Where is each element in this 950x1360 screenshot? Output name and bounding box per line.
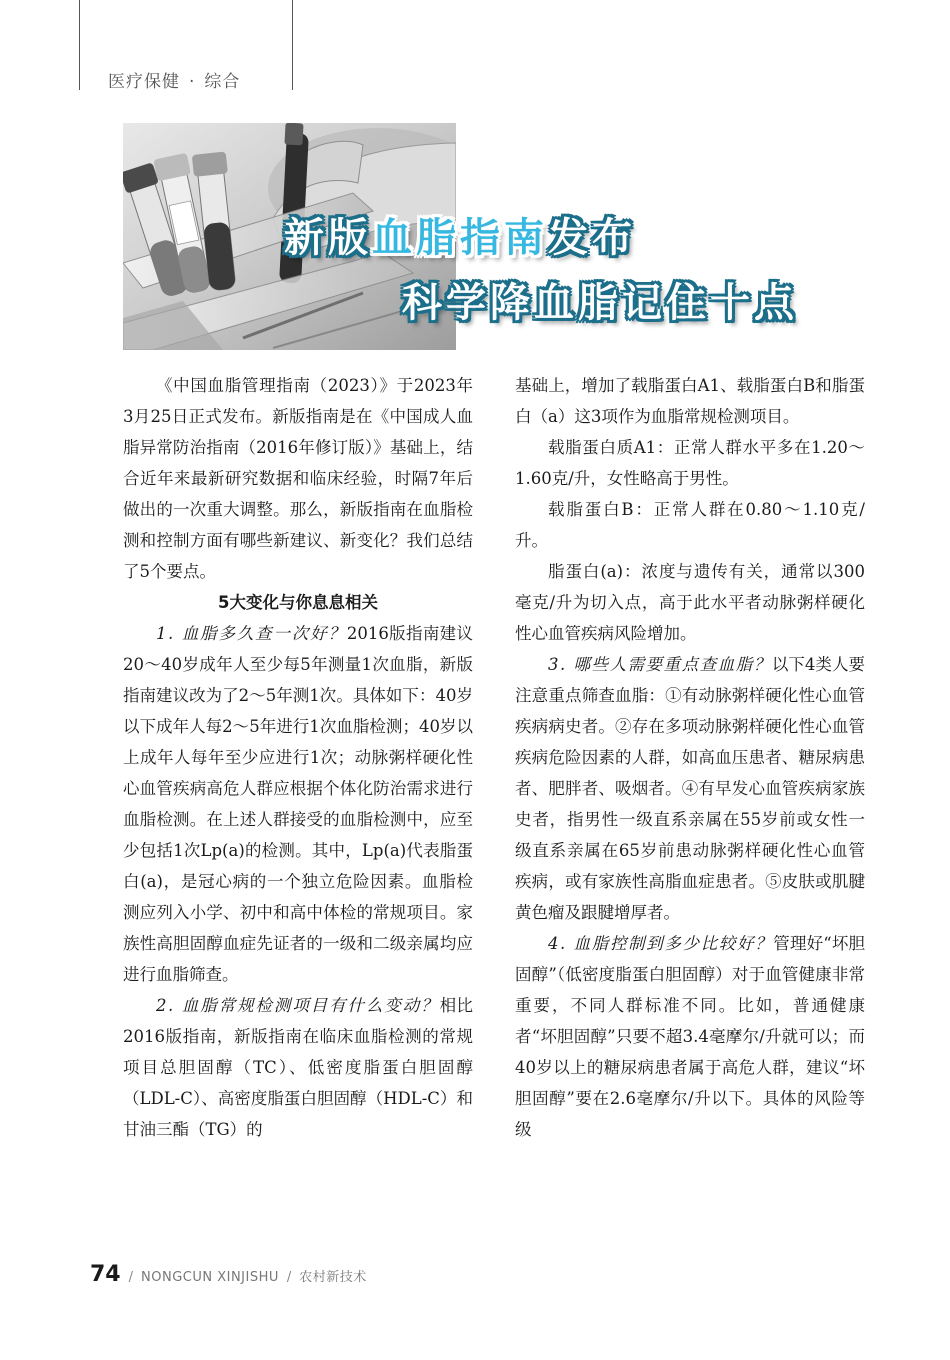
intro-paragraph: 《中国血脂管理指南（2023）》于2023年3月25日正式发布。新版指南是在《中国成人血脂异常防治指南（2016年修订版）》基础上，结合近年来最新研究数据和临床经验，时隔7年后做出的一次重大调整。那么，新版指南在血脂检测和控制方面有哪些新建议、新变化？我们总结了5个要点。 bbox=[123, 376, 473, 581]
apoa1-paragraph: 载脂蛋白质A1：正常人群水平多在1.20～1.60克/升，女性略高于男性。 bbox=[515, 438, 865, 488]
magazine-name-cn: 农村新技术 bbox=[299, 1270, 367, 1285]
page-footer bbox=[90, 1262, 367, 1288]
section-name: 医疗保健 bbox=[108, 72, 180, 92]
point-2-continued: 基础上，增加了载脂蛋白A1、载脂蛋白B和脂蛋白（a）这3项作为血脂常规检测项目。 bbox=[515, 376, 865, 426]
section-header bbox=[108, 70, 240, 94]
article-column-right bbox=[515, 370, 865, 1145]
point-1-question: 1. 血脂多久查一次好？ bbox=[156, 624, 347, 643]
footer-separator: / bbox=[128, 1270, 134, 1285]
point-2-question: 2. 血脂常规检测项目有什么变动？ bbox=[156, 996, 440, 1015]
subsection-name: 综合 bbox=[204, 72, 241, 92]
point-4-question: 4. 血脂控制到多少比较好？ bbox=[548, 934, 774, 953]
point-3-paragraph bbox=[515, 649, 865, 928]
lpa-paragraph: 脂蛋白(a)：浓度与遗传有关，通常以300毫克/升为切入点，高于此水平者动脉粥样硬化性心血管疾病风险增加。 bbox=[515, 562, 865, 643]
headline-line-1 bbox=[284, 215, 636, 261]
point-1-body: 2016版指南建议20～40岁成年人至少每5年测量1次血脂，新版指南建议改为了2～5年测1次。具体如下：40岁以下成年人每2～5年进行1次血脂检测；40岁以上成年人每年至少应进行1次；动脉粥样硬化性心血管疾病高危人群应根据个体化防治需求进行血脂检测。在上述人群接受的血脂检测中，应至少包括1次Lp(a)的检测。其中，Lp(a)代表脂蛋白(a)，是冠心病的一个独立危险因素。血脂检测应列入小学、初中和高中体检的常规项目。家族性高胆固醇血症先证者的一级和二级亲属均应进行血脂筛查。 bbox=[123, 624, 473, 984]
headline-subtitle: 科学降血脂记住十点 bbox=[402, 280, 798, 326]
article-column-left bbox=[123, 370, 473, 1145]
section-separator: · bbox=[189, 72, 196, 92]
point-2-paragraph bbox=[123, 990, 473, 1145]
footer-separator-2: / bbox=[286, 1270, 292, 1285]
point-1-paragraph bbox=[123, 618, 473, 990]
header-rule-right bbox=[292, 0, 293, 90]
headline-line-2 bbox=[402, 280, 798, 326]
point-3-question: 3. 哪些人需要重点查血脂？ bbox=[548, 655, 772, 674]
point-2-body: 相比2016版指南，新版指南在临床血脂检测的常规项目总胆固醇（TC）、低密度脂蛋白胆固醇（LDL-C）、高密度脂蛋白胆固醇（HDL-C）和甘油三酯（TG）的 bbox=[123, 996, 473, 1139]
header-rule-left bbox=[79, 0, 80, 90]
section-heading: 5大变化与你息息相关 bbox=[218, 593, 378, 612]
page-number: 74 bbox=[90, 1262, 121, 1287]
point-4-paragraph bbox=[515, 928, 865, 1145]
point-4-body: 管理好“坏胆固醇”（低密度脂蛋白胆固醇）对于血管健康非常重要，不同人群标准不同。比如，普通健康者“坏胆固醇”只要不超3.4毫摩尔/升就可以；而40岁以上的糖尿病患者属于高危人群，建议“坏胆固醇”要在2.6毫摩尔/升以下。具体的风险等级 bbox=[515, 934, 865, 1139]
headline-highlight: 血脂指南 bbox=[372, 215, 548, 261]
magazine-name-en: NONGCUN XINJISHU bbox=[141, 1270, 279, 1285]
point-3-body: 以下4类人要注意重点筛查血脂：①有动脉粥样硬化性心血管疾病病史者。②存在多项动脉粥样硬化性心血管疾病危险因素的人群，如高血压患者、糖尿病患者、肥胖者、吸烟者。④有早发心血管疾病家族史者，指男性一级直系亲属在55岁前或女性一级直系亲属在65岁前患动脉粥样硬化性心血管疾病，或有家族性高脂血症患者。⑤皮肤或肌腱黄色瘤及跟腱增厚者。 bbox=[515, 655, 865, 922]
apob-paragraph: 载脂蛋白B：正常人群在0.80～1.10克/升。 bbox=[515, 500, 865, 550]
headline-prefix: 新版 bbox=[284, 215, 372, 261]
headline-suffix: 发布 bbox=[548, 215, 636, 261]
